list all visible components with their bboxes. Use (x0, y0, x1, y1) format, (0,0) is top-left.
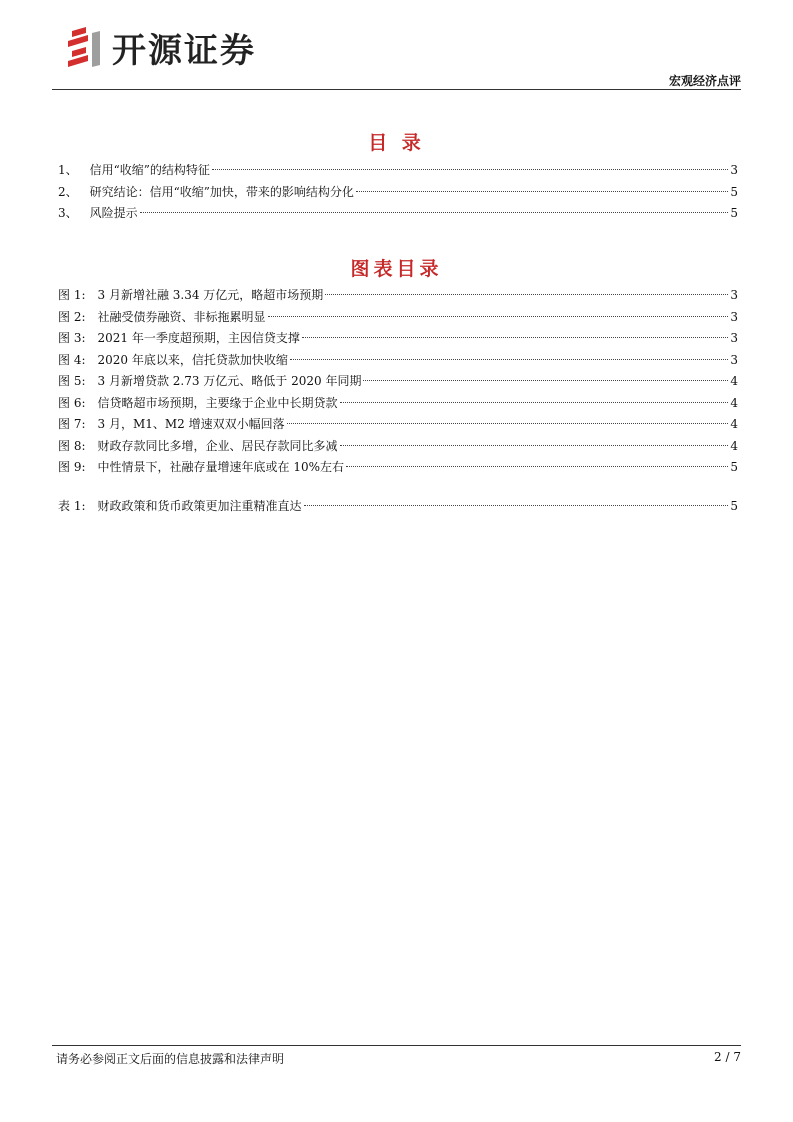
toc-leader-dots (140, 212, 729, 213)
toc-leader-dots (304, 505, 729, 506)
toc-title: 目 录 (368, 132, 425, 154)
company-logo (64, 24, 256, 70)
figure-number: 图 4: (58, 352, 86, 367)
toc-list (58, 160, 738, 225)
figure-number: 图 9: (58, 460, 86, 474)
logo-mark-icon (64, 25, 104, 69)
figure-item[interactable] (58, 350, 738, 372)
figure-page: 3 (730, 331, 738, 345)
table-label: 财政政策和货币政策更加注重精准直达 (97, 499, 302, 513)
logo-text: 开源证券 (112, 30, 256, 71)
figure-label: 3 月新增社融 3.34 万亿元，略超市场预期 (97, 288, 324, 302)
toc-leader-dots (363, 380, 728, 381)
figure-label: 社融受债券融资、非标拖累明显 (97, 309, 266, 324)
toc-leader-dots (268, 316, 729, 317)
figure-label: 财政存款同比多增，企业、居民存款同比多减 (97, 438, 338, 453)
toc-leader-dots (340, 402, 729, 403)
toc-leader-dots (356, 191, 728, 192)
toc-leader-dots (290, 359, 729, 360)
figure-number: 图 8: (58, 438, 86, 453)
toc-item-label: 信用“收缩”的结构特征 (89, 163, 210, 177)
figure-number: 图 3: (58, 331, 86, 345)
figure-number: 图 5: (58, 374, 86, 388)
figure-page: 4 (730, 395, 738, 410)
footer-disclaimer: 请务必参阅正文后面的信息披露和法律声明 (56, 1052, 285, 1066)
figure-number: 图 7: (58, 417, 86, 431)
figure-label: 2020 年底以来，信托贷款加快收缩 (97, 352, 288, 367)
toc-item-number: 2、 (58, 184, 78, 199)
toc-leader-dots (325, 294, 728, 295)
figure-item[interactable] (58, 371, 738, 393)
header-divider (52, 89, 741, 90)
footer-divider (52, 1045, 741, 1046)
figure-label: 中性情景下，社融存量增速年底或在 10%左右 (97, 460, 344, 474)
figure-page: 4 (730, 417, 738, 431)
figure-item[interactable] (58, 393, 738, 415)
toc-item-label: 研究结论：信用“收缩”加快，带来的影响结构分化 (89, 184, 354, 199)
table-list (58, 496, 738, 518)
figure-page: 3 (730, 288, 738, 302)
table-page: 5 (730, 499, 738, 513)
toc-item-number: 3、 (58, 206, 78, 220)
figure-page: 3 (730, 352, 738, 367)
toc-leader-dots (302, 337, 729, 338)
toc-leader-dots (287, 423, 729, 424)
toc-item-page: 5 (730, 184, 738, 199)
table-number: 表 1: (58, 499, 86, 513)
figure-list (58, 285, 738, 479)
figure-label: 2021 年一季度超预期，主因信贷支撑 (97, 331, 300, 345)
figure-number: 图 6: (58, 395, 86, 410)
figure-label: 3 月新增贷款 2.73 万亿元、略低于 2020 年同期 (97, 374, 362, 388)
figures-title: 图表目录 (350, 258, 443, 280)
toc-item[interactable] (58, 182, 738, 204)
figure-item[interactable] (58, 307, 738, 329)
toc-item-page: 3 (730, 163, 738, 177)
page-indicator: 2 / 7 (714, 1050, 741, 1064)
figure-page: 5 (730, 460, 738, 474)
figure-item[interactable] (58, 414, 738, 436)
figure-item[interactable] (58, 436, 738, 458)
figure-label: 3 月，M1、M2 增速双双小幅回落 (97, 417, 285, 431)
figure-number: 图 1: (58, 288, 86, 302)
toc-item-label: 风险提示 (89, 206, 138, 220)
report-type-label: 宏观经济点评 (668, 74, 741, 88)
figure-page: 4 (730, 374, 738, 388)
toc-item-page: 5 (730, 206, 738, 220)
toc-item-number: 1、 (58, 163, 78, 177)
figure-item[interactable] (58, 285, 738, 307)
figure-item[interactable] (58, 328, 738, 350)
toc-leader-dots (340, 445, 729, 446)
table-item[interactable] (58, 496, 738, 518)
toc-leader-dots (212, 169, 728, 170)
figure-number: 图 2: (58, 309, 86, 324)
figure-page: 3 (730, 309, 738, 324)
toc-leader-dots (346, 466, 728, 467)
figure-item[interactable] (58, 457, 738, 479)
toc-item[interactable] (58, 160, 738, 182)
page-header (0, 0, 793, 92)
figure-label: 信贷略超市场预期，主要缘于企业中长期贷款 (97, 395, 338, 410)
toc-item[interactable] (58, 203, 738, 225)
figure-page: 4 (730, 438, 738, 453)
